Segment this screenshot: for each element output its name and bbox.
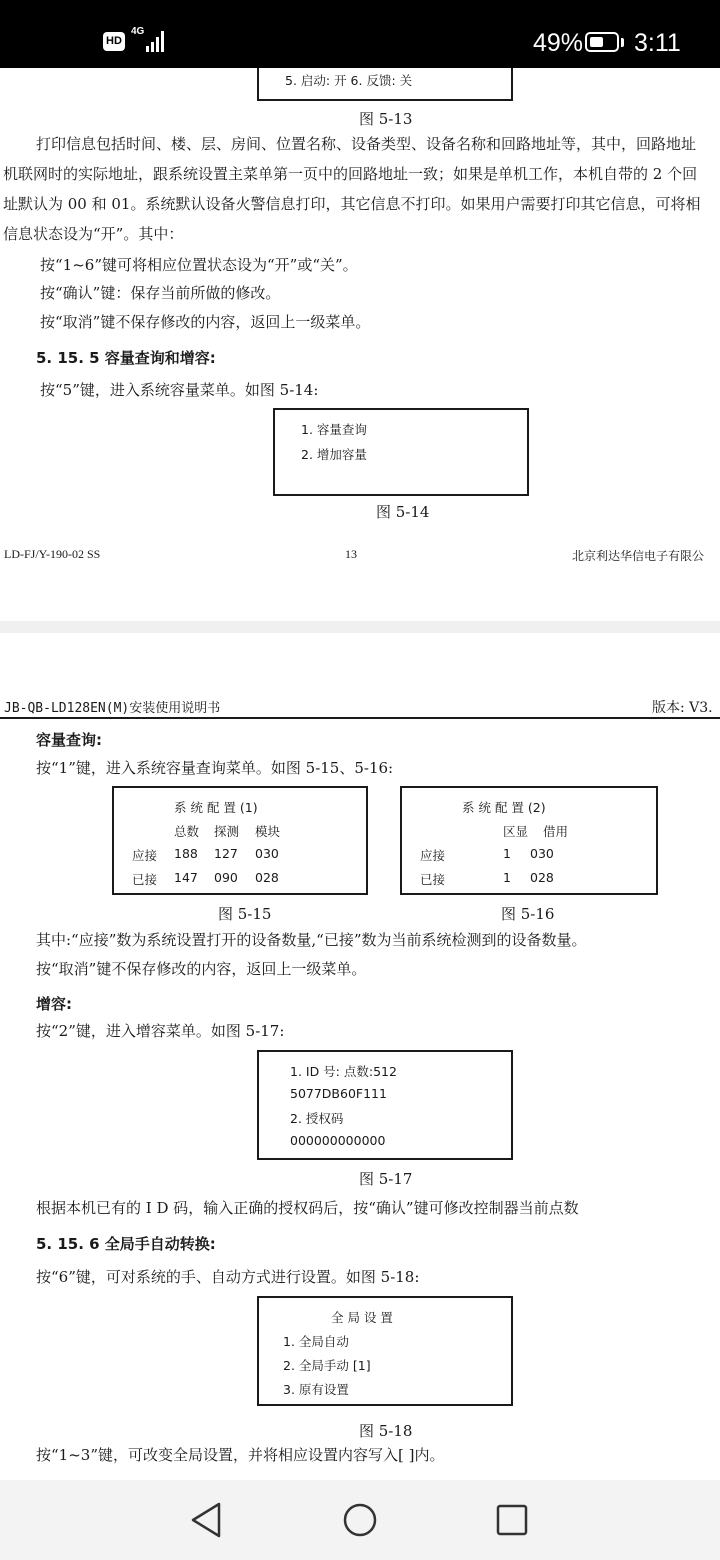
fig14-item-2: 2. 增加容量 — [301, 447, 367, 462]
fig17-auth-label: 2. 授权码 — [290, 1111, 344, 1126]
capacity-title: 容量查询: — [36, 731, 102, 749]
fig13-caption: 图 5-13 — [359, 110, 413, 128]
battery-percent: 49% — [533, 29, 584, 57]
fig16-header-borrow: 借用 — [543, 824, 569, 839]
figure-5-16-box — [400, 786, 658, 895]
fig18-title: 全 局 设 置 — [331, 1310, 393, 1325]
figure-5-17-box — [257, 1050, 513, 1160]
fig16-connected-borrow: 028 — [530, 870, 554, 885]
fig16-row-label-connected: 已接 — [420, 872, 446, 887]
section-5-15-6-title: 5. 15. 6 全局手自动转换: — [36, 1235, 216, 1253]
header-title: JB-QB-LD128EN(M)安装使用说明书 — [4, 701, 221, 716]
status-bar — [0, 0, 720, 68]
fig15-expected-module: 030 — [255, 846, 279, 861]
section-5-15-5-intro: 按“5”键，进入系统容量菜单。如图 5-14: — [40, 381, 319, 399]
key-line-1: 按“1~6”键可将相应位置状态设为“开”或“关”。 — [40, 256, 358, 274]
final-line: 按“1~3”键，可改变全局设置，并将相应设置内容写入[ ]内。 — [36, 1446, 445, 1464]
signal-icon — [146, 30, 166, 52]
fig15-expected-total: 188 — [174, 846, 198, 861]
key-line-2: 按“确认”键：保存当前所做的修改。 — [40, 284, 281, 302]
footer-page-number: 13 — [345, 547, 357, 561]
back-icon[interactable] — [183, 1498, 227, 1542]
fig16-row-label-expected: 应接 — [420, 848, 446, 863]
para-line-2: 机联网时的实际地址，跟系统设置主菜单第一页中的回路地址一致；如果是单机工作，本机自带的 2 个回 — [3, 165, 698, 183]
fig16-caption: 图 5-16 — [501, 905, 555, 923]
fig15-connected-total: 147 — [174, 870, 198, 885]
home-icon[interactable] — [338, 1498, 382, 1542]
fig18-caption: 图 5-18 — [359, 1422, 413, 1440]
fig17-id-line: 1. ID 号: 点数:512 — [290, 1064, 397, 1079]
fig15-connected-module: 028 — [255, 870, 279, 885]
fig18-item-1: 1. 全局自动 — [283, 1334, 349, 1349]
figure-5-15-box — [112, 786, 368, 895]
fig17-caption: 图 5-17 — [359, 1170, 413, 1188]
fig18-item-3: 3. 原有设置 — [283, 1382, 349, 1397]
fig15-header-detect: 探测 — [214, 824, 240, 839]
footer-company: 北京利达华信电子有限公 — [572, 549, 705, 563]
expand-title: 增容: — [36, 995, 72, 1013]
expand-intro: 按“2”键，进入增容菜单。如图 5-17: — [36, 1022, 285, 1040]
hd-badge: HD — [103, 32, 125, 51]
battery-icon — [585, 32, 619, 52]
fig13-text: 5. 启动: 开 6. 反馈: 关 — [285, 73, 413, 88]
fig16-title: 系 统 配 置 (2) — [462, 800, 546, 815]
header-rule — [0, 717, 720, 719]
fig15-expected-detect: 127 — [214, 846, 238, 861]
figure-5-13-box — [257, 68, 513, 101]
fig17-auth-value: 000000000000 — [290, 1133, 386, 1148]
fig15-row-label-expected: 应接 — [132, 848, 158, 863]
fig14-item-1: 1. 容量查询 — [301, 422, 367, 437]
capacity-note-2: 按“取消”键不保存修改的内容，返回上一级菜单。 — [36, 960, 367, 978]
fig15-caption: 图 5-15 — [218, 905, 272, 923]
capacity-intro: 按“1”键，进入系统容量查询菜单。如图 5-15、5-16: — [36, 759, 394, 777]
fig15-title: 系 统 配 置 (1) — [174, 800, 258, 815]
fig16-expected-zone: 1 — [503, 846, 511, 861]
fig16-connected-zone: 1 — [503, 870, 511, 885]
section-5-15-5-title: 5. 15. 5 容量查询和增容: — [36, 349, 216, 367]
fig17-id-value: 5077DB60F111 — [290, 1086, 387, 1101]
section-5-15-6-intro: 按“6”键，可对系统的手、自动方式进行设置。如图 5-18: — [36, 1268, 420, 1286]
fig15-header-total: 总数 — [174, 824, 200, 839]
page-separator — [0, 621, 720, 633]
battery-tip — [621, 38, 624, 47]
capacity-note-1: 其中:“应接”数为系统设置打开的设备数量,“已接”数为当前系统检测到的设备数量。 — [36, 931, 587, 949]
fig15-connected-detect: 090 — [214, 870, 238, 885]
network-type: 4G — [131, 26, 145, 37]
fig15-header-module: 模块 — [255, 824, 281, 839]
fig16-expected-borrow: 030 — [530, 846, 554, 861]
para-line-4: 信息状态设为“开”。其中： — [3, 225, 184, 243]
key-line-3: 按“取消”键不保存修改的内容，返回上一级菜单。 — [40, 313, 371, 331]
clock: 3:11 — [634, 29, 681, 57]
document-viewer[interactable] — [0, 68, 720, 1480]
fig14-caption: 图 5-14 — [376, 503, 430, 521]
para-line-3: 址默认为 00 和 01。系统默认设备火警信息打印，其它信息不打印。如果用户需要打印其它信息，可将相 — [3, 195, 701, 213]
header-version: 版本: V3. — [652, 700, 713, 716]
figure-5-14-box — [273, 408, 529, 496]
navigation-bar — [0, 1480, 720, 1560]
fig16-header-zone: 区显 — [503, 824, 529, 839]
footer-doc-id: LD-FJ/Y-190-02 SS — [4, 547, 101, 561]
recents-icon[interactable] — [490, 1498, 534, 1542]
fig18-item-2: 2. 全局手动 [1] — [283, 1358, 371, 1373]
figure-5-18-box — [257, 1296, 513, 1406]
fig15-row-label-connected: 已接 — [132, 872, 158, 887]
expand-note: 根据本机已有的 I D 码，输入正确的授权码后，按“确认”键可修改控制器当前点数 — [36, 1199, 579, 1217]
para-line-1: 打印信息包括时间、楼、层、房间、位置名称、设备类型、设备名称和回路地址等，其中，回路地址 — [36, 135, 697, 153]
